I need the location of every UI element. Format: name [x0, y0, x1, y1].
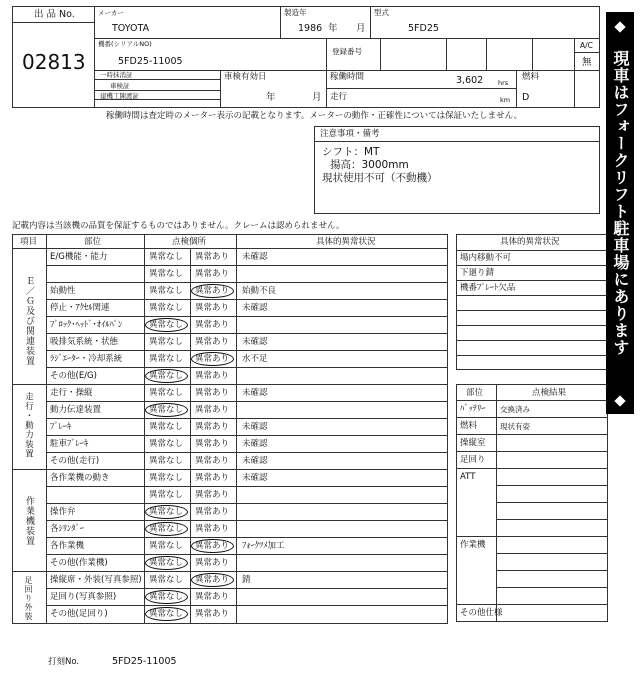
row-detail: 未確認 [242, 422, 268, 432]
row-part: 走行・操縦 [50, 388, 93, 398]
quality-note: 記載内容は当該機の品質を保証するものではありません。クレームは認められません。 [12, 221, 345, 231]
header-item: 項目 [20, 237, 38, 247]
panel-divider [456, 355, 608, 356]
row-part: 駐車ﾌﾞﾚｰｷ [50, 439, 89, 449]
row-detail: 未確認 [242, 473, 268, 483]
normal-circle-mark [145, 522, 188, 536]
panel-divider [456, 325, 608, 326]
normal-circle-mark [145, 556, 188, 570]
year-label: 製造年 [284, 8, 307, 17]
normal-option: 異常なし [149, 269, 184, 279]
panel-divider [456, 265, 608, 266]
abnormal-option: 異常あり [195, 303, 230, 313]
month-unit: 月 [356, 23, 366, 34]
normal-option: 異常なし [149, 320, 184, 330]
row-divider [46, 486, 448, 487]
row-divider [46, 537, 448, 538]
location-banner-text: 現車はフォークリフト駐車場にあります [611, 50, 630, 356]
maker-label: メーカー [98, 9, 124, 17]
abnormal-option: 異常あり [195, 592, 230, 602]
results-divider [456, 604, 608, 605]
abnormal-option: 異常あり [195, 439, 230, 449]
normal-option: 異常なし [149, 592, 184, 602]
abnormal-option: 異常あり [195, 371, 230, 381]
check-results-part: 作業機 [460, 540, 486, 550]
group-label-engine: Ｅ／Ｇ及び関連装置 [24, 276, 34, 366]
panel-divider [456, 295, 608, 296]
normal-option: 異常なし [149, 337, 184, 347]
abnormal-option: 異常あり [195, 507, 230, 517]
row-detail: 未確認 [242, 252, 268, 262]
check-results-part: 燃料 [460, 421, 478, 431]
results-subdivider [496, 519, 608, 520]
normal-option: 異常なし [149, 252, 184, 262]
panel-divider [456, 340, 608, 341]
abnormal-option: 異常あり [195, 269, 230, 279]
row-divider [46, 367, 448, 368]
group-label-drive: 走行・動力装置 [23, 392, 34, 459]
notes-line-2: 揚高：3000mm [330, 159, 409, 171]
abnormal-option: 異常あり [195, 558, 230, 568]
row-part: 操作弁 [50, 507, 76, 517]
normal-option: 異常なし [149, 388, 184, 398]
reg-label: 登録番号 [332, 47, 362, 56]
check-results-header-part: 部位 [466, 388, 484, 398]
abnormal-option: 異常あり [195, 524, 230, 534]
abnormal-option: 異常あり [195, 456, 230, 466]
row-divider [46, 571, 448, 572]
row-divider [46, 299, 448, 300]
model-value: 5FD25 [408, 23, 439, 34]
row-divider [46, 469, 448, 470]
row-divider [46, 333, 448, 334]
location-banner [606, 12, 634, 414]
row-detail: 未確認 [242, 456, 268, 466]
normal-circle-mark [145, 607, 188, 621]
abnormal-panel-header: 具体的異常状況 [500, 237, 560, 247]
abnormal-option: 異常あり [195, 286, 230, 296]
lot-label: 出 品 No. [34, 9, 75, 20]
row-part: 各作業機 [50, 541, 85, 551]
row-part: その他(足回り) [50, 609, 108, 619]
row-detail: 未確認 [242, 388, 268, 398]
abnormal-option: 異常あり [195, 422, 230, 432]
results-divider [456, 400, 608, 401]
normal-option: 異常なし [149, 286, 184, 296]
row-divider [46, 350, 448, 351]
row-detail: 水不足 [242, 354, 268, 364]
abnormal-option: 異常あり [195, 320, 230, 330]
row-part: その他(E/G) [50, 371, 97, 381]
row-part: その他(走行) [50, 456, 100, 466]
check-results-part: ﾊﾞｯﾃﾘｰ [460, 404, 486, 414]
check-results-part: 操縦室 [460, 438, 486, 448]
check-results-part: その他仕様 [460, 608, 503, 618]
abnormal-option: 異常あり [195, 490, 230, 500]
header-check: 点検個所 [172, 237, 207, 247]
row-divider [46, 503, 448, 504]
row-detail: 未確認 [242, 337, 268, 347]
row-part: ﾌﾞﾚｰｷ [50, 422, 72, 432]
panel-divider [456, 250, 608, 251]
results-subdivider [496, 502, 608, 503]
row-part: 始動性 [50, 286, 76, 296]
temp-permit-label: 一時抹消証 [100, 71, 133, 79]
row-divider [46, 520, 448, 521]
normal-option: 異常なし [149, 439, 184, 449]
group-label-chassis: 足回り外装 [24, 576, 33, 621]
row-divider [46, 554, 448, 555]
maker-value: TOYOTA [112, 23, 150, 34]
abnormal-option: 異常あり [195, 354, 230, 364]
serial-value: 5FD25-11005 [118, 56, 183, 67]
normal-option: 異常なし [149, 575, 184, 585]
row-detail: 未確認 [242, 439, 268, 449]
diamond-icon [613, 20, 627, 34]
normal-option: 異常なし [149, 405, 184, 415]
panel-divider [456, 280, 608, 281]
results-divider [456, 536, 608, 537]
normal-option: 異常なし [149, 354, 184, 364]
check-results-header-result: 点検結果 [532, 388, 567, 398]
hours-unit: hrs [498, 79, 509, 87]
row-divider [46, 384, 448, 385]
abnormal-panel-item: 下廻り錆 [460, 268, 495, 278]
km-label: 走行 [330, 92, 348, 102]
abnormal-circle-mark [191, 352, 234, 366]
abnormal-option: 異常あり [195, 388, 230, 398]
row-part: 停止・ｱｸｾﾙ関連 [50, 303, 110, 313]
row-part: 各作業機の動き [50, 473, 110, 483]
row-divider [46, 282, 448, 283]
row-part: 操縦席・外装(写真参照) [50, 575, 142, 585]
panel-divider [456, 310, 608, 311]
row-divider [46, 452, 448, 453]
row-divider [46, 605, 448, 606]
results-subdivider [496, 553, 608, 554]
diamond-icon [613, 394, 627, 408]
results-subdivider [496, 485, 608, 486]
normal-option: 異常なし [149, 524, 184, 534]
abnormal-panel-item: 場内移動不可 [460, 253, 512, 263]
check-results-part: 足回り [460, 455, 486, 465]
normal-circle-mark [145, 505, 188, 519]
normal-option: 異常なし [149, 456, 184, 466]
abnormal-option: 異常あり [195, 405, 230, 415]
check-results-value: 現状有姿 [500, 422, 530, 431]
abnormal-panel-item: 機番ﾌﾟﾚｰﾄ欠品 [460, 283, 516, 293]
normal-option: 異常なし [149, 473, 184, 483]
row-part: 各ｼﾘﾝﾀﾞｰ [50, 524, 85, 534]
check-results-value: 交換済み [500, 405, 530, 414]
km-unit: km [500, 96, 511, 104]
normal-option: 異常なし [149, 422, 184, 432]
row-part: 足回り(写真参照) [50, 592, 117, 602]
abnormal-circle-mark [191, 573, 234, 587]
row-part: その他(作業機) [50, 558, 108, 568]
row-divider [46, 435, 448, 436]
normal-option: 異常なし [149, 490, 184, 500]
normal-circle-mark [145, 318, 188, 332]
row-detail: ﾌｫｰｸﾂﾒ加工 [242, 541, 285, 551]
normal-circle-mark [145, 590, 188, 604]
abnormal-option: 異常あり [195, 252, 230, 262]
abnormal-circle-mark [191, 284, 234, 298]
abnormal-circle-mark [191, 539, 234, 553]
row-part: ﾗｼﾞｴｰﾀｰ・冷却系統 [50, 354, 123, 364]
header-part: 部位 [84, 237, 102, 247]
abnormal-option: 異常あり [195, 575, 230, 585]
hours-label: 稼働時間 [330, 72, 365, 82]
year-value: 1986 [298, 23, 323, 34]
normal-circle-mark [145, 403, 188, 417]
results-divider [456, 451, 608, 452]
stamp-value: 5FD25-11005 [112, 656, 177, 667]
results-subdivider [496, 570, 608, 571]
normal-circle-mark [145, 369, 188, 383]
row-divider [46, 316, 448, 317]
notes-label: 注意事項・備考 [320, 129, 380, 139]
results-divider [456, 468, 608, 469]
meter-note: 稼働時間は査定時のメーター表示の記載となります。メーターの動作・正確性については保証いたしません。 [106, 111, 523, 121]
normal-option: 異常なし [149, 609, 184, 619]
row-part: 吸排気系統・状態 [50, 337, 119, 347]
abnormal-option: 異常あり [195, 541, 230, 551]
fuel-value: D [522, 92, 530, 103]
notes-line-1: シフト：MT [322, 146, 380, 158]
fuel-label: 燃料 [522, 72, 540, 82]
ac-label: A/C [580, 41, 593, 50]
lot-number: 02813 [22, 50, 86, 74]
row-detail: 未確認 [242, 303, 268, 313]
check-results-part: ATT [460, 472, 476, 482]
row-part: ﾌﾞﾛｯｸ･ﾍｯﾄﾞ･ｵｲﾙﾊﾟﾝ [50, 320, 123, 330]
normal-option: 異常なし [149, 507, 184, 517]
row-divider [46, 401, 448, 402]
normal-option: 異常なし [149, 541, 184, 551]
results-divider [456, 417, 608, 418]
notes-line-3: 現状使用不可（不動機） [322, 172, 438, 184]
model-label: 型式 [374, 8, 389, 17]
abnormal-option: 異常あり [195, 337, 230, 347]
normal-option: 異常なし [149, 371, 184, 381]
row-divider [46, 588, 448, 589]
row-divider [46, 265, 448, 266]
inspect-month-unit: 月 [312, 92, 322, 103]
abnormal-option: 異常あり [195, 609, 230, 619]
row-detail: 錆 [242, 575, 251, 585]
stamp-label: 打刻No. [48, 657, 80, 667]
hours-value: 3,602 [456, 75, 484, 86]
year-unit: 年 [328, 23, 338, 34]
row-part: 動力伝達装置 [50, 405, 102, 415]
row-part: E/G機能・能力 [50, 252, 108, 262]
serial-label: 機番(シリアルNO) [98, 40, 152, 48]
inspect-valid-label: 車検有効日 [224, 72, 267, 82]
results-divider [456, 434, 608, 435]
construction-label: 建機工陳渡証 [100, 92, 139, 100]
normal-option: 異常なし [149, 303, 184, 313]
inspect-year-unit: 年 [266, 92, 276, 103]
normal-option: 異常なし [149, 558, 184, 568]
row-divider [46, 418, 448, 419]
header-detail: 具体的異常状況 [316, 237, 376, 247]
ac-value: 無 [582, 57, 592, 68]
row-detail: 始動不良 [242, 286, 277, 296]
group-label-work: 作業機装置 [24, 496, 34, 546]
results-subdivider [496, 587, 608, 588]
inspection-cert-label: 車検証 [110, 82, 130, 90]
abnormal-option: 異常あり [195, 473, 230, 483]
